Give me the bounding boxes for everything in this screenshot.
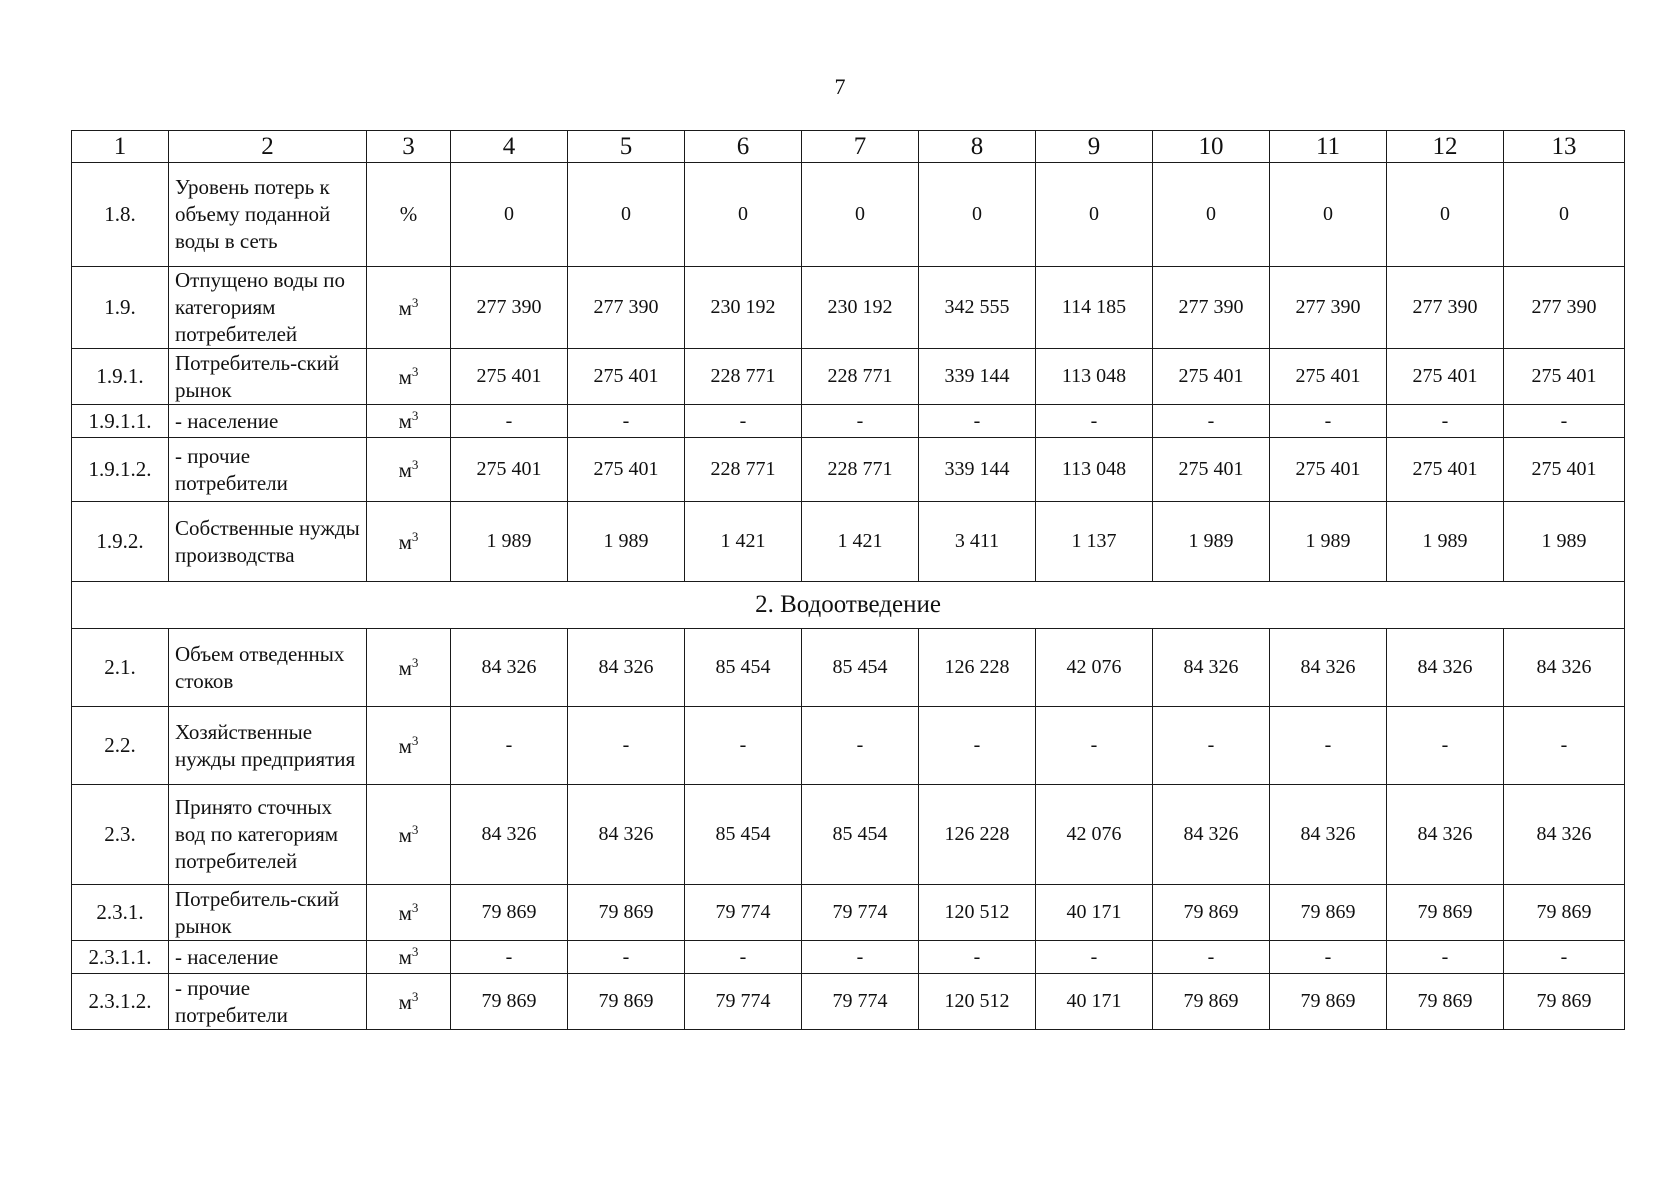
value-cell: 79 774 <box>685 974 802 1030</box>
value-cell: - <box>919 941 1036 974</box>
value-cell: - <box>685 941 802 974</box>
row-code: 2.3.1.1. <box>72 941 169 974</box>
value-cell: 0 <box>1153 163 1270 267</box>
value-cell: 275 401 <box>1387 349 1504 405</box>
column-number: 6 <box>685 131 802 163</box>
value-cell: - <box>1036 941 1153 974</box>
column-number: 12 <box>1387 131 1504 163</box>
value-cell: 79 869 <box>451 974 568 1030</box>
value-cell: 1 989 <box>1153 502 1270 582</box>
row-code: 2.3.1.2. <box>72 974 169 1030</box>
value-cell: 84 326 <box>1504 629 1625 707</box>
row-code: 2.2. <box>72 707 169 785</box>
value-cell: 79 869 <box>1504 974 1625 1030</box>
value-cell: - <box>1036 707 1153 785</box>
row-name: - прочие потребители <box>169 974 367 1030</box>
value-cell: 0 <box>1036 163 1153 267</box>
value-cell: - <box>919 405 1036 438</box>
value-cell: - <box>1387 707 1504 785</box>
value-cell: 79 869 <box>1387 974 1504 1030</box>
value-cell: 85 454 <box>685 785 802 885</box>
value-cell: - <box>1387 405 1504 438</box>
value-cell: - <box>1270 405 1387 438</box>
row-unit <box>367 438 451 502</box>
unit-text: м <box>398 989 412 1014</box>
row-unit <box>367 974 451 1030</box>
value-cell: 277 390 <box>1270 267 1387 349</box>
unit-text: м <box>398 409 412 433</box>
value-cell: - <box>802 941 919 974</box>
unit-superscript: 3 <box>411 654 419 670</box>
unit-text: м <box>398 733 412 758</box>
value-cell: 79 869 <box>1270 885 1387 941</box>
column-number-row <box>72 131 1625 163</box>
table-row <box>72 349 1625 405</box>
unit-superscript: 3 <box>411 363 419 379</box>
unit-superscript: 3 <box>411 821 419 837</box>
value-cell: 113 048 <box>1036 349 1153 405</box>
unit-superscript: 3 <box>411 408 419 423</box>
value-cell: 1 989 <box>568 502 685 582</box>
value-cell: - <box>1387 941 1504 974</box>
table-row <box>72 885 1625 941</box>
table-row <box>72 629 1625 707</box>
value-cell: 84 326 <box>451 785 568 885</box>
row-name: - население <box>169 405 367 438</box>
row-name: Объем отведенных стоков <box>169 629 367 707</box>
value-cell: 0 <box>1270 163 1387 267</box>
value-cell: 79 869 <box>1153 885 1270 941</box>
table-row <box>72 405 1625 438</box>
value-cell: 114 185 <box>1036 267 1153 349</box>
row-code: 2.1. <box>72 629 169 707</box>
row-unit <box>367 941 451 974</box>
value-cell: 84 326 <box>568 785 685 885</box>
value-cell: - <box>685 405 802 438</box>
value-cell: - <box>1504 707 1625 785</box>
column-number: 10 <box>1153 131 1270 163</box>
value-cell: 0 <box>919 163 1036 267</box>
table-row <box>72 438 1625 502</box>
value-cell: 277 390 <box>1504 267 1625 349</box>
value-cell: 79 774 <box>802 885 919 941</box>
unit-superscript: 3 <box>411 294 419 310</box>
column-number: 4 <box>451 131 568 163</box>
value-cell: 230 192 <box>685 267 802 349</box>
value-cell: 79 869 <box>451 885 568 941</box>
value-cell: 84 326 <box>568 629 685 707</box>
value-cell: - <box>1036 405 1153 438</box>
row-unit <box>367 163 451 267</box>
value-cell: 275 401 <box>1270 438 1387 502</box>
row-code: 1.9.1.2. <box>72 438 169 502</box>
row-name: - прочие потребители <box>169 438 367 502</box>
indicators-table <box>71 130 1625 1030</box>
row-name: - население <box>169 941 367 974</box>
value-cell: 40 171 <box>1036 974 1153 1030</box>
row-unit <box>367 267 451 349</box>
value-cell: 277 390 <box>568 267 685 349</box>
value-cell: 228 771 <box>802 438 919 502</box>
value-cell: 275 401 <box>568 349 685 405</box>
value-cell: 84 326 <box>451 629 568 707</box>
row-code: 1.9.2. <box>72 502 169 582</box>
column-number: 7 <box>802 131 919 163</box>
value-cell: - <box>1270 707 1387 785</box>
value-cell: 0 <box>451 163 568 267</box>
row-code: 2.3.1. <box>72 885 169 941</box>
unit-superscript: 3 <box>411 528 419 544</box>
value-cell: - <box>1153 405 1270 438</box>
row-name: Принято сточных вод по категориям потребителей <box>169 785 367 885</box>
value-cell: 79 869 <box>1153 974 1270 1030</box>
value-cell: 84 326 <box>1270 629 1387 707</box>
row-unit <box>367 629 451 707</box>
value-cell: - <box>802 405 919 438</box>
unit-superscript: 3 <box>411 456 419 472</box>
unit-text: м <box>398 529 412 554</box>
row-code: 1.9. <box>72 267 169 349</box>
row-code: 1.9.1.1. <box>72 405 169 438</box>
column-number: 1 <box>72 131 169 163</box>
value-cell: 1 137 <box>1036 502 1153 582</box>
value-cell: - <box>802 707 919 785</box>
value-cell: 3 411 <box>919 502 1036 582</box>
unit-superscript: 3 <box>411 732 419 748</box>
row-code: 1.9.1. <box>72 349 169 405</box>
unit-text: м <box>398 655 412 680</box>
value-cell: 84 326 <box>1153 785 1270 885</box>
value-cell: 275 401 <box>568 438 685 502</box>
unit-text: м <box>398 945 412 969</box>
value-cell: 126 228 <box>919 629 1036 707</box>
value-cell: 275 401 <box>1153 438 1270 502</box>
value-cell: - <box>451 707 568 785</box>
value-cell: - <box>685 707 802 785</box>
value-cell: - <box>1153 707 1270 785</box>
value-cell: 0 <box>1504 163 1625 267</box>
column-number: 3 <box>367 131 451 163</box>
row-name: Отпущено воды по категориям потребителей <box>169 267 367 349</box>
unit-superscript: 3 <box>411 988 419 1004</box>
value-cell: 339 144 <box>919 349 1036 405</box>
value-cell: 1 989 <box>451 502 568 582</box>
value-cell: - <box>568 707 685 785</box>
row-unit <box>367 349 451 405</box>
value-cell: 275 401 <box>1504 438 1625 502</box>
value-cell: 79 869 <box>1387 885 1504 941</box>
value-cell: 342 555 <box>919 267 1036 349</box>
value-cell: 339 144 <box>919 438 1036 502</box>
unit-text: м <box>398 822 412 847</box>
value-cell: 275 401 <box>451 438 568 502</box>
table-row <box>72 267 1625 349</box>
value-cell: 79 869 <box>1270 974 1387 1030</box>
value-cell: 85 454 <box>685 629 802 707</box>
row-code: 1.8. <box>72 163 169 267</box>
value-cell: 275 401 <box>1153 349 1270 405</box>
value-cell: 79 774 <box>802 974 919 1030</box>
row-name: Уровень потерь к объему поданной воды в сеть <box>169 163 367 267</box>
table-body <box>72 131 1625 1030</box>
value-cell: 84 326 <box>1153 629 1270 707</box>
row-name: Потребитель-ский рынок <box>169 349 367 405</box>
table-row <box>72 941 1625 974</box>
value-cell: 79 869 <box>568 885 685 941</box>
value-cell: - <box>451 405 568 438</box>
value-cell: - <box>568 405 685 438</box>
row-name: Собственные нужды производства <box>169 502 367 582</box>
value-cell: 228 771 <box>685 438 802 502</box>
value-cell: 42 076 <box>1036 785 1153 885</box>
row-code: 2.3. <box>72 785 169 885</box>
value-cell: 0 <box>1387 163 1504 267</box>
value-cell: 120 512 <box>919 974 1036 1030</box>
section-row <box>72 582 1625 629</box>
value-cell: 275 401 <box>1387 438 1504 502</box>
value-cell: 228 771 <box>802 349 919 405</box>
row-name: Потребитель-ский рынок <box>169 885 367 941</box>
unit-text: % <box>399 202 418 226</box>
column-number: 5 <box>568 131 685 163</box>
value-cell: 1 989 <box>1270 502 1387 582</box>
value-cell: 84 326 <box>1387 629 1504 707</box>
column-number: 2 <box>169 131 367 163</box>
value-cell: 277 390 <box>1387 267 1504 349</box>
value-cell: 1 421 <box>685 502 802 582</box>
value-cell: 0 <box>685 163 802 267</box>
value-cell: 120 512 <box>919 885 1036 941</box>
value-cell: 275 401 <box>451 349 568 405</box>
value-cell: - <box>1270 941 1387 974</box>
page-number: 7 <box>834 74 846 99</box>
value-cell: - <box>568 941 685 974</box>
value-cell: - <box>451 941 568 974</box>
value-cell: 0 <box>568 163 685 267</box>
value-cell: 275 401 <box>1270 349 1387 405</box>
section-title: 2. Водоотведение <box>72 582 1625 629</box>
unit-text: м <box>398 295 412 320</box>
column-number: 11 <box>1270 131 1387 163</box>
unit-superscript: 3 <box>411 899 419 915</box>
row-unit <box>367 405 451 438</box>
value-cell: - <box>1153 941 1270 974</box>
column-number: 8 <box>919 131 1036 163</box>
unit-text: м <box>398 364 412 389</box>
value-cell: 84 326 <box>1270 785 1387 885</box>
value-cell: 1 421 <box>802 502 919 582</box>
row-unit <box>367 502 451 582</box>
value-cell: 79 774 <box>685 885 802 941</box>
row-unit <box>367 785 451 885</box>
value-cell: 84 326 <box>1504 785 1625 885</box>
table-row <box>72 502 1625 582</box>
value-cell: 85 454 <box>802 785 919 885</box>
value-cell: 85 454 <box>802 629 919 707</box>
value-cell: 0 <box>802 163 919 267</box>
value-cell: - <box>919 707 1036 785</box>
value-cell: 79 869 <box>1504 885 1625 941</box>
value-cell: 40 171 <box>1036 885 1153 941</box>
value-cell: 79 869 <box>568 974 685 1030</box>
value-cell: 228 771 <box>685 349 802 405</box>
value-cell: 277 390 <box>1153 267 1270 349</box>
row-unit <box>367 885 451 941</box>
value-cell: 126 228 <box>919 785 1036 885</box>
value-cell: 1 989 <box>1387 502 1504 582</box>
value-cell: 230 192 <box>802 267 919 349</box>
value-cell: 275 401 <box>1504 349 1625 405</box>
table-row <box>72 785 1625 885</box>
row-unit <box>367 707 451 785</box>
row-name: Хозяйственные нужды предприятия <box>169 707 367 785</box>
table-row <box>72 974 1625 1030</box>
unit-superscript: 3 <box>411 944 419 959</box>
table-row <box>72 163 1625 267</box>
column-number: 9 <box>1036 131 1153 163</box>
value-cell: 1 989 <box>1504 502 1625 582</box>
value-cell: 277 390 <box>451 267 568 349</box>
unit-text: м <box>398 457 412 482</box>
value-cell: 42 076 <box>1036 629 1153 707</box>
table-row <box>72 707 1625 785</box>
unit-text: м <box>398 900 412 925</box>
column-number: 13 <box>1504 131 1625 163</box>
value-cell: - <box>1504 941 1625 974</box>
value-cell: 84 326 <box>1387 785 1504 885</box>
value-cell: 113 048 <box>1036 438 1153 502</box>
value-cell: - <box>1504 405 1625 438</box>
